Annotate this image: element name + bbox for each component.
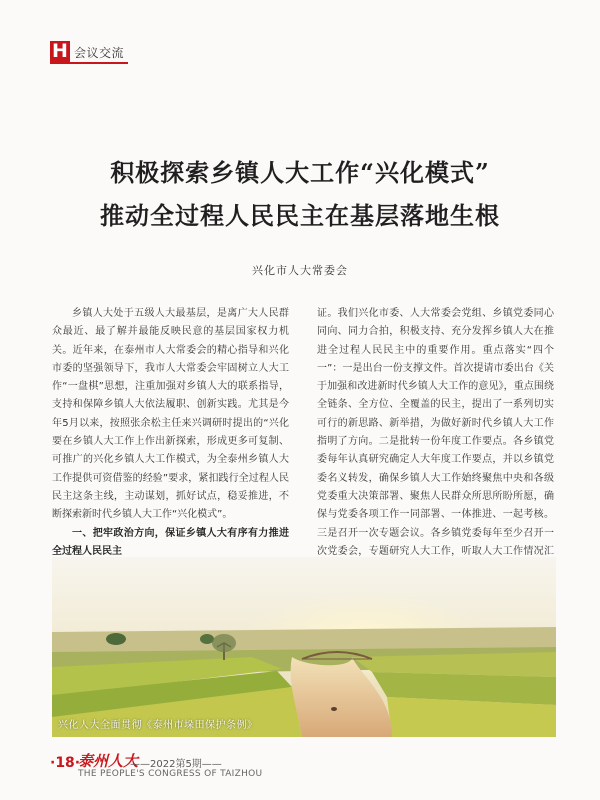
landscape-photo-image [52,557,556,737]
photo-caption: 兴化人大全面贯彻《泰州市垛田保护条例》 [58,720,258,731]
body-paragraph: 乡镇人大处于五级人大最基层，是离广大人民群众最近、最了解并最能反映民意的基层国家权力机关。近年来，在泰州市人大常委会的精心指导和兴化市委的坚强领导下，我市人大常委会牢固树立人大工作“一盘棋”思想，注重加强对乡镇人大的联系指导，支持和保障乡镇人大依法履职、创新实践。尤其是今年5月以来，按照张余松主任来兴调研时提出的“兴化要在乡镇人大工作上作出新探索，形成更多可复制、可推广的兴化乡镇人大工作模式，为全泰州乡镇人大工作提供可资借鉴的经验”要求，紧扣践行全过程人民民主这条主线，主动谋划，抓好试点，稳妥推进，不断探索新时代乡镇人大工作“兴化模式”。 [52,308,289,521]
article-title-line1: 积极探索乡镇人大工作“兴化模式” [110,158,490,187]
right-column [317,305,554,598]
section-subheading: 一、把牢政治方向，保证乡镇人大有序有力推进全过程人民民主 [52,527,289,557]
section-underline [50,62,128,64]
magazine-name: 泰州人大 [78,752,139,770]
body-paragraph: 证。我们兴化市委、人大常委会党组、乡镇党委同心同向、同力合拍，积极支持、充分发挥乡镇人大在推进全过程人民民主中的重要作用。重点落实“四个一”：一是出台一份支撑文件。首次提请市委出台《关于加强和改进新时代乡镇人大工作的意见》，重点围绕全链条、全方位、全覆盖的民主，提出了一系列切实可行的新思路、新举措，为做好新时代乡镇人大工作指明了方向。二是批转一份年度工作要点。各乡镇党委每年认真研究确定人大年度工作要点，并以乡镇党委名义转发，确保乡镇人大工作始终聚焦中央和各级党委重大决策部署、聚焦人民群众所思所盼所愿，确保与党委各项工作一同部署、一体推进、一起考核。三是召开一次专题会议。各乡镇党委每年至少召开一次党委会，专题研究人大工作，听取人大工作情况汇 [317,308,554,557]
section-label: 会议交流 [74,46,125,60]
left-column [52,305,289,579]
issue-number: ——2022第5期—— [130,759,222,770]
article-author: 兴化市人大常委会 [252,264,348,277]
article-title-line2: 推动全过程人民民主在基层落地生根 [100,201,500,230]
magazine-english-name: THE PEOPLE'S CONGRESS OF TAIZHOU [78,769,263,779]
landscape-photo [52,557,556,737]
page-number: ·18· [50,755,81,771]
section-logo: H [50,41,70,62]
